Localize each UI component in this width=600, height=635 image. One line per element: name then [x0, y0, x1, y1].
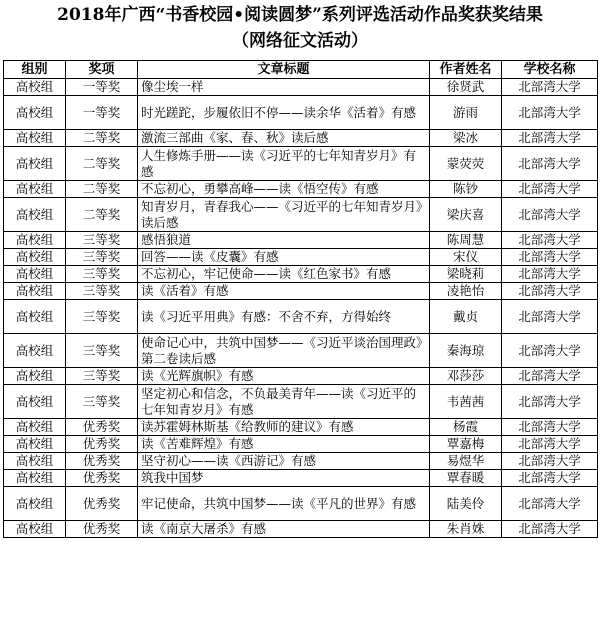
- cell-award: 三等奖: [66, 249, 138, 266]
- cell-award: 三等奖: [66, 266, 138, 283]
- title-line-2: （网络征文活动）: [232, 31, 368, 51]
- table-row: [4, 368, 598, 385]
- table-row: [4, 300, 598, 334]
- cell-award: 三等奖: [66, 232, 138, 249]
- cell-school: 北部湾大学: [502, 470, 598, 487]
- cell-author: 陈钞: [430, 181, 502, 198]
- cell-school: 北部湾大学: [502, 249, 598, 266]
- cell-author: 梁冰: [430, 130, 502, 147]
- table-row: [4, 198, 598, 232]
- cell-group: 高校组: [4, 79, 66, 96]
- column-header-school: 学校名称: [502, 61, 598, 79]
- table-row: [4, 266, 598, 283]
- table-row: [4, 181, 598, 198]
- cell-title: 读《南京大屠杀》有感: [138, 521, 430, 538]
- cell-author: 覃嘉梅: [430, 436, 502, 453]
- cell-title: 读《苦难辉煌》有感: [138, 436, 430, 453]
- cell-author: 易煜华: [430, 453, 502, 470]
- cell-group: 高校组: [4, 147, 66, 181]
- table-row: [4, 96, 598, 130]
- table-row: [4, 436, 598, 453]
- title-line-1: 2018年广西“书香校园•阅读圆梦”系列评选活动作品奖获奖结果: [57, 5, 543, 25]
- cell-author: 蒙荧荧: [430, 147, 502, 181]
- cell-award: 优秀奖: [66, 436, 138, 453]
- cell-award: 优秀奖: [66, 521, 138, 538]
- cell-group: 高校组: [4, 181, 66, 198]
- cell-school: 北部湾大学: [502, 79, 598, 96]
- cell-title: 像尘埃一样: [138, 79, 430, 96]
- cell-group: 高校组: [4, 521, 66, 538]
- cell-group: 高校组: [4, 368, 66, 385]
- cell-title: 不忘初心，勇攀高峰——读《悟空传》有感: [138, 181, 430, 198]
- cell-group: 高校组: [4, 283, 66, 300]
- table-row: [4, 419, 598, 436]
- table-body: [4, 79, 598, 538]
- cell-award: 优秀奖: [66, 453, 138, 470]
- cell-award: 一等奖: [66, 79, 138, 96]
- cell-school: 北部湾大学: [502, 453, 598, 470]
- column-header-title: 文章标题: [138, 61, 430, 79]
- cell-school: 北部湾大学: [502, 487, 598, 521]
- cell-title: 激流三部曲《家、春、秋》读后感: [138, 130, 430, 147]
- cell-title: 读《活着》有感: [138, 283, 430, 300]
- cell-group: 高校组: [4, 130, 66, 147]
- cell-award: 三等奖: [66, 283, 138, 300]
- cell-author: 梁庆喜: [430, 198, 502, 232]
- cell-author: 朱肖姝: [430, 521, 502, 538]
- table-row: [4, 283, 598, 300]
- cell-award: 优秀奖: [66, 470, 138, 487]
- cell-title: 筑我中国梦: [138, 470, 430, 487]
- header-row: [4, 61, 598, 79]
- table-row: [4, 470, 598, 487]
- cell-group: 高校组: [4, 385, 66, 419]
- cell-title: 牢记使命，共筑中国梦——读《平凡的世界》有感: [138, 487, 430, 521]
- cell-title: 坚定初心和信念，不负最美青年——读《习近平的七年知青岁月》有感: [138, 385, 430, 419]
- cell-author: 戴贞: [430, 300, 502, 334]
- cell-author: 梁晓莉: [430, 266, 502, 283]
- cell-group: 高校组: [4, 487, 66, 521]
- cell-award: 三等奖: [66, 300, 138, 334]
- table-row: [4, 147, 598, 181]
- cell-award: 三等奖: [66, 385, 138, 419]
- cell-group: 高校组: [4, 249, 66, 266]
- cell-title: 回答——读《皮囊》有感: [138, 249, 430, 266]
- cell-author: 徐贤武: [430, 79, 502, 96]
- cell-school: 北部湾大学: [502, 181, 598, 198]
- cell-award: 二等奖: [66, 181, 138, 198]
- table-row: [4, 130, 598, 147]
- table-row: [4, 232, 598, 249]
- table-row: [4, 385, 598, 419]
- cell-author: 杨霞: [430, 419, 502, 436]
- results-table: [3, 60, 598, 538]
- cell-group: 高校组: [4, 334, 66, 368]
- cell-title: 读《光辉旗帜》有感: [138, 368, 430, 385]
- column-header-award: 奖项: [66, 61, 138, 79]
- cell-school: 北部湾大学: [502, 385, 598, 419]
- cell-title: 不忘初心，牢记使命——读《红色家书》有感: [138, 266, 430, 283]
- cell-author: 覃春暖: [430, 470, 502, 487]
- cell-group: 高校组: [4, 96, 66, 130]
- cell-school: 北部湾大学: [502, 368, 598, 385]
- cell-award: 二等奖: [66, 147, 138, 181]
- cell-school: 北部湾大学: [502, 334, 598, 368]
- cell-title: 使命记心中，共筑中国梦——《习近平谈治国理政》第二卷读后感: [138, 334, 430, 368]
- cell-school: 北部湾大学: [502, 232, 598, 249]
- cell-group: 高校组: [4, 266, 66, 283]
- cell-author: 宋仪: [430, 249, 502, 266]
- cell-title: 坚守初心——读《西游记》有感: [138, 453, 430, 470]
- table-row: [4, 521, 598, 538]
- page-title: [0, 2, 600, 54]
- cell-school: 北部湾大学: [502, 436, 598, 453]
- cell-school: 北部湾大学: [502, 283, 598, 300]
- cell-award: 三等奖: [66, 334, 138, 368]
- cell-group: 高校组: [4, 436, 66, 453]
- cell-group: 高校组: [4, 419, 66, 436]
- cell-award: 二等奖: [66, 130, 138, 147]
- cell-title: 感悟狼道: [138, 232, 430, 249]
- cell-author: 秦海琼: [430, 334, 502, 368]
- table-row: [4, 487, 598, 521]
- cell-group: 高校组: [4, 453, 66, 470]
- cell-title: 读苏霍姆林斯基《给教师的建议》有感: [138, 419, 430, 436]
- cell-school: 北部湾大学: [502, 130, 598, 147]
- cell-school: 北部湾大学: [502, 96, 598, 130]
- cell-award: 三等奖: [66, 368, 138, 385]
- cell-group: 高校组: [4, 300, 66, 334]
- table-row: [4, 453, 598, 470]
- table-row: [4, 334, 598, 368]
- cell-author: 韦茜茜: [430, 385, 502, 419]
- cell-school: 北部湾大学: [502, 419, 598, 436]
- column-header-author: 作者姓名: [430, 61, 502, 79]
- cell-award: 二等奖: [66, 198, 138, 232]
- table-row: [4, 249, 598, 266]
- cell-author: 陈周慧: [430, 232, 502, 249]
- cell-award: 优秀奖: [66, 419, 138, 436]
- cell-school: 北部湾大学: [502, 300, 598, 334]
- cell-school: 北部湾大学: [502, 147, 598, 181]
- cell-title: 知青岁月，青春我心——《习近平的七年知青岁月》读后感: [138, 198, 430, 232]
- cell-school: 北部湾大学: [502, 521, 598, 538]
- cell-school: 北部湾大学: [502, 266, 598, 283]
- cell-award: 一等奖: [66, 96, 138, 130]
- cell-title: 读《习近平用典》有感：不舍不弃，方得始终: [138, 300, 430, 334]
- cell-group: 高校组: [4, 232, 66, 249]
- cell-author: 邓莎莎: [430, 368, 502, 385]
- cell-award: 优秀奖: [66, 487, 138, 521]
- cell-title: 人生修炼手册——读《习近平的七年知青岁月》有感: [138, 147, 430, 181]
- cell-title: 时光蹉跎，步履依旧不停——读余华《活着》有感: [138, 96, 430, 130]
- cell-author: 凌艳怡: [430, 283, 502, 300]
- cell-author: 游雨: [430, 96, 502, 130]
- cell-author: 陆美伶: [430, 487, 502, 521]
- table-row: [4, 79, 598, 96]
- cell-group: 高校组: [4, 470, 66, 487]
- column-header-group: 组别: [4, 61, 66, 79]
- cell-group: 高校组: [4, 198, 66, 232]
- cell-school: 北部湾大学: [502, 198, 598, 232]
